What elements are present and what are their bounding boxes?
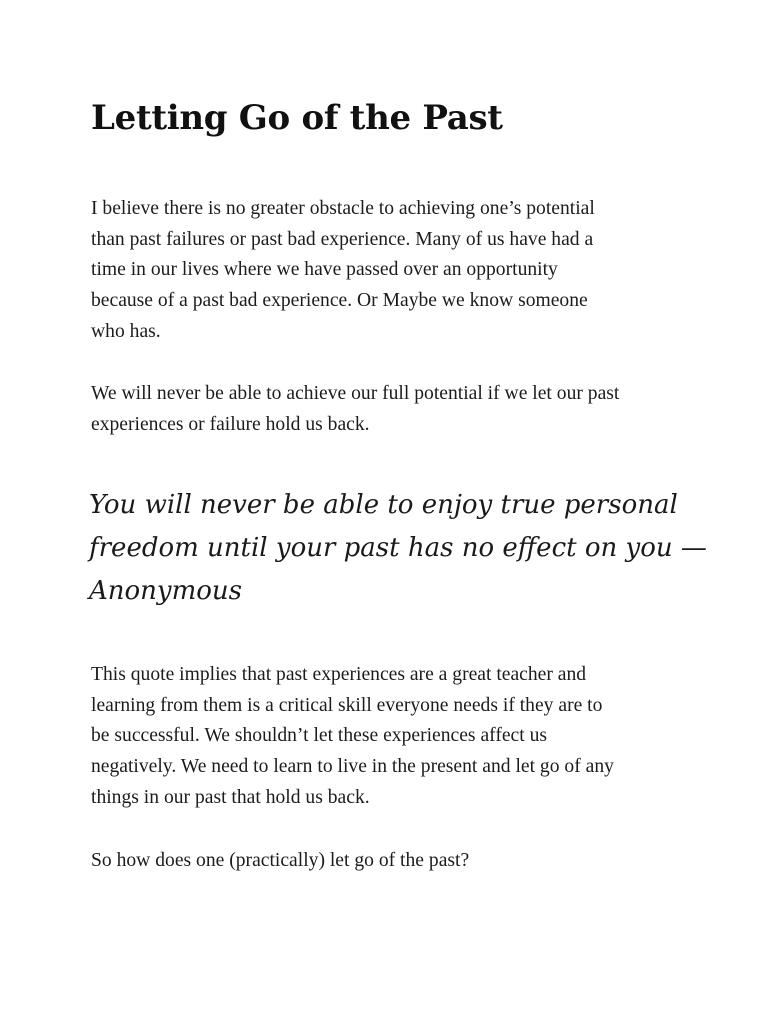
pull-quote	[89, 484, 709, 613]
paragraph-line: negatively. We need to learn to live in the present and let go of any	[91, 756, 614, 778]
paragraph-quote-explanation	[91, 660, 691, 814]
paragraph-line: things in our past that hold us back.	[91, 786, 370, 808]
paragraph-question	[91, 846, 691, 877]
paragraph-line: So how does one (practically) let go of the past?	[91, 850, 470, 871]
paragraph-line: time in our lives where we have passed over an opportunity	[91, 259, 558, 281]
article-title: Letting Go of the Past	[91, 98, 503, 138]
quote-attribution: Anonymous	[89, 576, 243, 606]
paragraph-intro	[91, 194, 691, 348]
paragraph-line: experiences or failure hold us back.	[91, 413, 370, 435]
quote-line: freedom until your past has no effect on you —	[89, 533, 707, 563]
paragraph-line: We will never be able to achieve our full potential if we let our past	[91, 383, 620, 404]
paragraph-line: I believe there is no greater obstacle to achieving one’s potential	[91, 198, 595, 219]
paragraph-line: This quote implies that past experiences are a great teacher and	[91, 664, 587, 685]
paragraph-line: learning from them is a critical skill everyone needs if they are to	[91, 694, 603, 716]
quote-line: You will never be able to enjoy true personal	[89, 490, 678, 520]
paragraph-line: than past failures or past bad experience. Many of us have had a	[91, 228, 594, 250]
paragraph-potential	[91, 379, 691, 440]
paragraph-line: because of a past bad experience. Or Maybe we know someone	[91, 290, 588, 312]
paragraph-line: be successful. We shouldn’t let these experiences affect us	[91, 725, 548, 747]
paragraph-line: who has.	[91, 320, 161, 342]
